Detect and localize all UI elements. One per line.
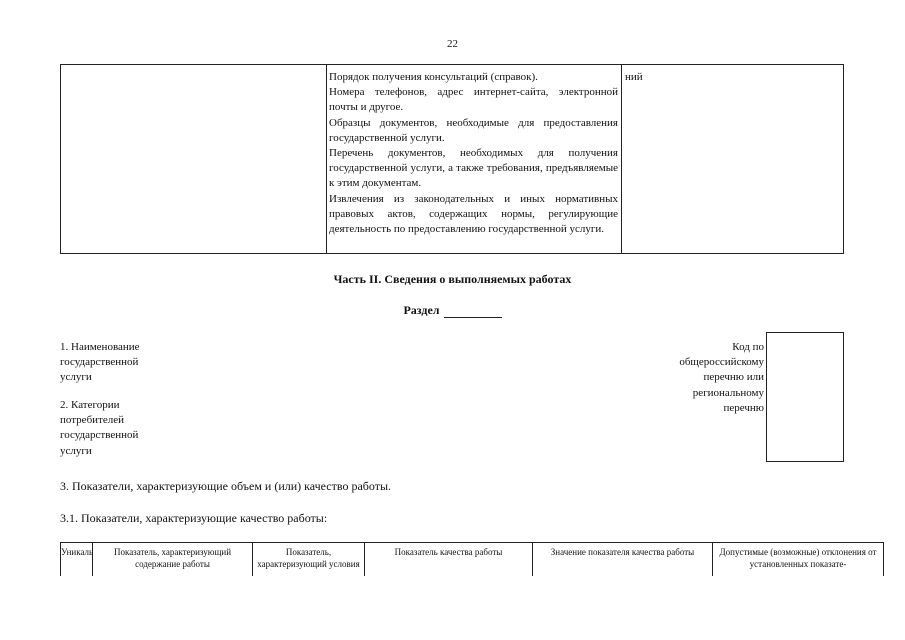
continuation-table — [60, 64, 844, 254]
part-title: Часть II. Сведения о выполняемых работах — [333, 272, 572, 286]
header-cell: Уникаль — [61, 543, 93, 576]
section-number-blank — [444, 305, 502, 318]
paragraph: Перечень документов, необходимых для получения государственной услуги, а также требования, предъявляемые к этим документам. — [329, 147, 618, 190]
table-divider — [326, 65, 327, 253]
consultation-info-cell — [329, 70, 618, 237]
paragraph: Номера телефонов, адрес интернет-сайта, электронной почты и другое. — [329, 86, 618, 114]
registry-code-box — [766, 332, 844, 462]
consumer-category-label: 2. Категории потребителей государственной услуги — [60, 399, 139, 457]
header-cell: Показатель качества работы — [365, 543, 533, 576]
section-title — [0, 303, 905, 318]
header-cell: Показатель, характеризующий условия — [253, 543, 365, 576]
quality-indicators-heading: 3.1. Показатели, характеризующие качество работы: — [60, 511, 328, 525]
table-divider — [621, 65, 622, 253]
header-cell: Значение показателя качества работы — [533, 543, 713, 576]
header-cell: Допустимые (возможные) отклонения от установленных показате- — [719, 547, 877, 569]
registry-code-label: Код по общероссийскому перечню или региональному перечню — [679, 341, 764, 414]
indicators-heading: 3. Показатели, характеризующие объем и (или) качество работы. — [60, 479, 392, 493]
section-label: Раздел — [403, 303, 440, 317]
quality-table-header — [60, 542, 884, 576]
service-name-label: 1. Наименование государственной услуги — [60, 341, 140, 384]
page-number: 22 — [447, 38, 458, 50]
header-cell: Показатель, характеризующий содержание работы — [93, 543, 253, 576]
paragraph: Порядок получения консультаций (справок). — [329, 71, 538, 83]
frequency-cell: ний — [625, 71, 643, 83]
paragraph: Образцы документов, необходимые для предоставления государственной услуги. — [329, 116, 618, 144]
paragraph: Извлечения из законодательных и иных нормативных правовых актов, содержащих нормы, регулирующие деятельность по предоставлению государственной услуги. — [329, 192, 618, 236]
